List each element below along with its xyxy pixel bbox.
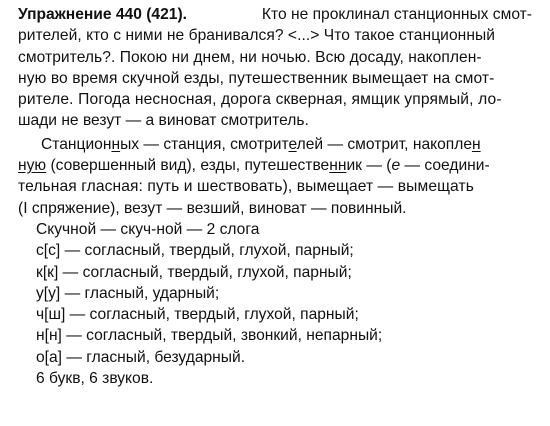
analysis-line-2 — [18, 155, 532, 176]
exercise-label: Упражнение 440 (421). — [18, 6, 187, 23]
phonetic-item: о[а] — гласный, безударный. — [36, 348, 246, 366]
exercise-text-line: рителе. Погода несносная, дорога скверная, ямщик упрямый, ло- — [18, 91, 502, 109]
underlined-word: ную — [18, 157, 47, 175]
phonetic-header: Скучной — скуч-ной — 2 слога — [36, 220, 260, 238]
phonetic-item: к[к] — согласный, твердый, глухой, парный; — [36, 263, 352, 281]
analysis-word: Станцион — [41, 135, 112, 153]
exercise-text-line: Кто не проклинал станционных смот- — [261, 6, 532, 23]
exercise-line-1 — [18, 4, 532, 25]
analysis-word: — соедини- — [400, 157, 490, 175]
analysis-word: лей — смотрит, накопле — [296, 135, 473, 153]
analysis-word: ых — станция, смотрит — [120, 135, 289, 153]
phonetic-item: ч[ш] — согласный, твердый, глухой, парный; — [36, 306, 359, 324]
underlined-letter: е — [288, 135, 297, 153]
underlined-letters: нн — [329, 157, 347, 175]
analysis-word: (совершенный вид), езды, путешестве — [46, 157, 330, 175]
phonetic-item: с[с] — согласный, твердый, глухой, парный; — [36, 242, 354, 260]
italic-letter: е — [391, 157, 401, 175]
exercise-text-line: рителей, кто с ними не бранивался? <...> Что такое станционный — [18, 27, 496, 45]
phonetic-item: н[н] — согласный, твердый, звонкий, непарный; — [36, 327, 383, 345]
phonetic-item: у[у] — гласный, ударный; — [36, 284, 220, 302]
exercise-text-line: ную во время скучной езды, путешественник вымещает на смот- — [18, 69, 495, 87]
underlined-letter: н — [472, 135, 481, 153]
underlined-letter: н — [111, 135, 121, 153]
exercise-text-line: шади не везут — а виноват смотритель. — [18, 112, 309, 130]
analysis-line-3: тельная гласная: путь и шествовать), вымещает — вымещать — [18, 178, 474, 196]
textbook-page — [18, 4, 532, 389]
phonetic-summary: 6 букв, 6 звуков. — [36, 370, 154, 388]
analysis-line-1 — [18, 134, 532, 155]
analysis-word: ик — ( — [346, 157, 392, 175]
analysis-line-4: (I спряжение), везут — везший, виноват — повинный. — [18, 199, 407, 217]
exercise-text-line: смотритель?. Покою ни днем, ни ночью. Всю досаду, накоплен- — [18, 48, 482, 66]
